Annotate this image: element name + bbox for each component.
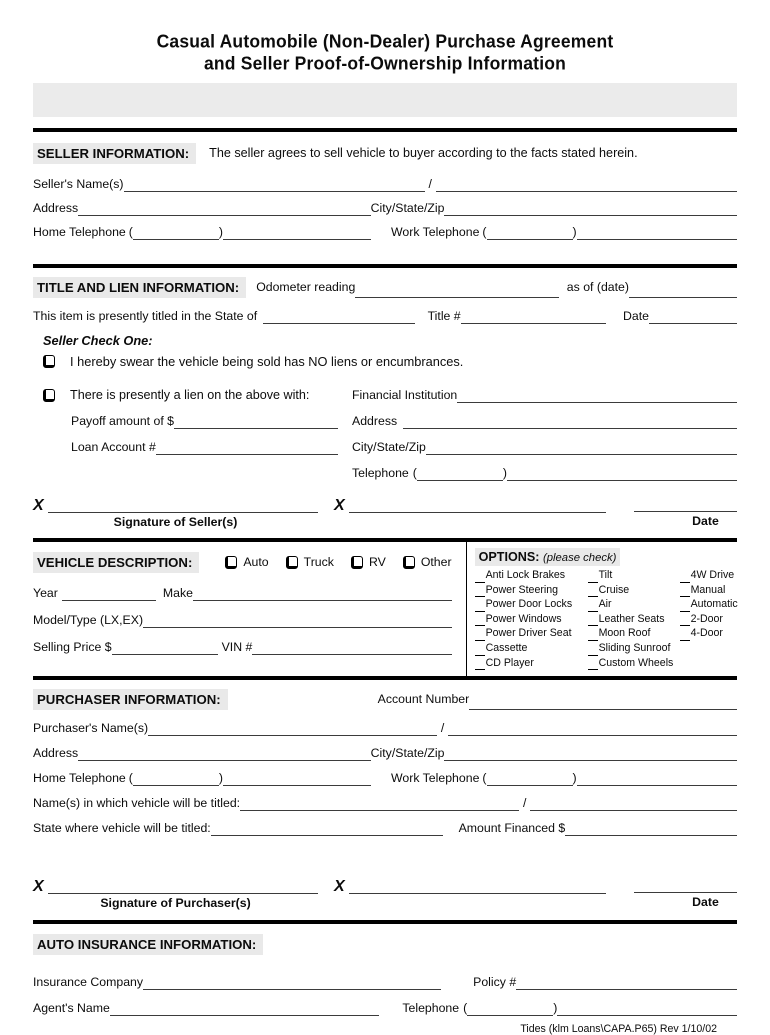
titled-state-where-line[interactable]	[211, 822, 443, 836]
option-blank[interactable]	[588, 571, 598, 583]
account-number-label: Account Number	[377, 692, 470, 707]
purchaser-city-label: City/State/Zip	[370, 746, 445, 761]
lien-city-line[interactable]	[426, 441, 737, 455]
insurance-telephone-label: Telephone	[402, 1001, 460, 1016]
vehicle-make-line[interactable]	[193, 587, 452, 601]
options-note: (please check)	[542, 552, 617, 564]
loan-account-label: Loan Account #	[71, 440, 156, 454]
option-blank[interactable]	[680, 629, 690, 641]
document-title	[33, 0, 737, 74]
purchaser-section-heading: PURCHASER INFORMATION:	[33, 689, 228, 710]
title-number-label: Title #	[427, 309, 461, 323]
purchaser-name-line-2[interactable]	[448, 722, 737, 736]
seller-work-phone-area-line[interactable]	[487, 226, 573, 240]
option-blank[interactable]	[475, 571, 485, 583]
slash-separator: /	[440, 721, 445, 736]
option-blank[interactable]	[588, 585, 598, 597]
paren-open: (	[128, 771, 133, 786]
seller-signature-label: Signature of Seller(s)	[113, 515, 238, 529]
option-custom-wheels[interactable]: Custom Wheels	[588, 656, 680, 671]
policy-number-line[interactable]	[516, 976, 737, 990]
seller-work-phone-label: Work Telephone	[391, 225, 480, 239]
titled-names-line-2[interactable]	[530, 797, 737, 811]
agent-name-line[interactable]	[110, 1002, 380, 1016]
seller-signature2-line[interactable]	[349, 499, 606, 513]
titled-names-label: Name(s) in which vehicle will be titled:	[33, 796, 241, 811]
financial-institution-label: Financial Institution	[352, 388, 458, 402]
lien-address-label: Address	[352, 414, 398, 428]
paren-close: )	[218, 225, 223, 239]
vehicle-price-line[interactable]	[112, 641, 218, 655]
blank-header-box[interactable]	[33, 83, 737, 117]
paren-open: (	[128, 225, 133, 239]
account-number-line[interactable]	[469, 696, 737, 710]
titled-state-line[interactable]	[263, 310, 414, 324]
title-lien-section-heading: TITLE AND LIEN INFORMATION:	[33, 277, 246, 298]
purchaser-home-phone-label: Home Telephone	[33, 771, 126, 786]
paren-close: )	[218, 771, 223, 786]
paren-open: (	[412, 466, 417, 480]
vehicle-model-label: Model/Type (LX,EX)	[33, 613, 144, 627]
lien-telephone-line[interactable]	[507, 467, 737, 481]
form-revision-footer: Tides (klm Loans\CAPA.P65) Rev 1/10/02	[520, 1023, 717, 1035]
title-date-label: Date	[623, 309, 649, 323]
section-divider	[33, 264, 737, 268]
purchaser-signature2-x-mark: X	[334, 878, 345, 896]
vehicle-vin-label: VIN #	[221, 640, 253, 654]
purchaser-signature2-line[interactable]	[349, 880, 606, 894]
insurance-section-heading: AUTO INSURANCE INFORMATION:	[33, 934, 263, 955]
purchaser-date-line[interactable]	[634, 879, 737, 893]
option-blank[interactable]	[588, 658, 598, 670]
purchaser-work-phone-label: Work Telephone	[391, 771, 480, 786]
option-power-windows[interactable]: Power Windows	[475, 612, 588, 627]
option-blank[interactable]	[475, 644, 485, 656]
option-power-door-locks[interactable]: Power Door Locks	[475, 597, 588, 612]
seller-intro-text: The seller agrees to sell vehicle to buyer according to the facts stated herein.	[209, 146, 638, 160]
seller-work-phone-line[interactable]	[577, 226, 737, 240]
options-heading: OPTIONS:	[478, 550, 540, 564]
purchaser-signature-label: Signature of Purchaser(s)	[100, 896, 251, 911]
seller-address-line[interactable]	[78, 202, 371, 216]
paren-open: (	[463, 1001, 468, 1016]
insurance-telephone-area-line[interactable]	[467, 1002, 553, 1016]
seller-home-phone-label: Home Telephone	[33, 225, 126, 239]
purchaser-signature-x-mark: X	[33, 878, 44, 896]
payoff-line[interactable]	[174, 415, 338, 429]
title-number-line[interactable]	[461, 310, 606, 324]
option-anti-lock-brakes[interactable]: Anti Lock Brakes	[475, 568, 588, 583]
lien-address-line[interactable]	[403, 415, 737, 429]
vehicle-section-heading: VEHICLE DESCRIPTION:	[33, 552, 199, 573]
section-divider	[33, 128, 737, 132]
option-tilt[interactable]: Tilt	[588, 568, 680, 583]
option-air[interactable]: Air	[588, 597, 680, 612]
option-leather-seats[interactable]: Leather Seats	[588, 612, 680, 627]
purchaser-city-line[interactable]	[444, 747, 737, 761]
purchaser-address-label: Address	[33, 746, 79, 761]
titled-state-where-label: State where vehicle will be titled:	[33, 821, 211, 836]
no-lien-checkbox[interactable]	[43, 355, 55, 368]
section-divider	[33, 676, 737, 680]
option-blank[interactable]	[588, 614, 598, 626]
seller-address-label: Address	[33, 201, 79, 215]
vehicle-vin-line[interactable]	[252, 641, 451, 655]
option-automatic[interactable]: Automatic	[680, 597, 738, 612]
lien-city-label: City/State/Zip	[352, 440, 426, 454]
option-blank[interactable]	[588, 629, 598, 641]
option-power-steering[interactable]: Power Steering	[475, 583, 588, 598]
option-2-door[interactable]: 2-Door	[680, 612, 738, 627]
seller-date-label: Date	[692, 514, 719, 528]
option-manual[interactable]: Manual	[680, 583, 738, 598]
purchaser-home-phone-line[interactable]	[223, 772, 371, 786]
seller-signature-line[interactable]	[48, 499, 318, 513]
vehicle-type-other-checkbox[interactable]	[403, 556, 415, 569]
paren-close: )	[553, 1001, 558, 1016]
seller-name-line-2[interactable]	[436, 178, 737, 192]
amount-financed-label: Amount Financed $	[458, 821, 566, 836]
slash-separator: /	[428, 177, 432, 191]
option-blank[interactable]	[475, 585, 485, 597]
option-cd-player[interactable]: CD Player	[475, 656, 588, 671]
vehicle-type-auto-label: Auto	[243, 555, 269, 569]
policy-number-label: Policy #	[473, 975, 517, 990]
purchaser-date-label: Date	[692, 895, 719, 910]
title-line-2: and Seller Proof-of-Ownership Information	[203, 52, 567, 74]
option-blank[interactable]	[475, 629, 485, 641]
vehicle-type-truck-checkbox[interactable]	[286, 556, 298, 569]
as-of-date-label: as of (date)	[566, 280, 629, 294]
option-blank[interactable]	[680, 585, 690, 597]
seller-name-line-1[interactable]	[124, 178, 425, 192]
purchaser-signature-line[interactable]	[48, 880, 318, 894]
vehicle-make-label: Make	[162, 586, 193, 600]
financial-institution-line[interactable]	[457, 389, 737, 403]
purchaser-name-line-1[interactable]	[148, 722, 437, 736]
seller-home-phone-line[interactable]	[223, 226, 371, 240]
odometer-label: Odometer reading	[256, 280, 356, 294]
option-blank[interactable]	[588, 600, 598, 612]
section-divider	[33, 920, 737, 924]
vehicle-price-label: Selling Price $	[33, 640, 112, 654]
paren-open: (	[482, 225, 487, 239]
slash-separator: /	[522, 796, 527, 811]
payoff-label: Payoff amount of $	[71, 414, 174, 428]
lien-telephone-label: Telephone	[352, 466, 409, 480]
insurance-telephone-line[interactable]	[557, 1002, 737, 1016]
paren-close: )	[502, 466, 507, 480]
option-blank[interactable]	[680, 571, 690, 583]
seller-check-one-label: Seller Check One:	[43, 333, 153, 348]
agent-name-label: Agent's Name	[33, 1001, 110, 1016]
seller-name-label: Seller's Name(s)	[33, 177, 124, 191]
option-blank[interactable]	[588, 644, 598, 656]
option-4-door[interactable]: 4-Door	[680, 626, 738, 641]
option-blank[interactable]	[680, 614, 690, 626]
option-moon-roof[interactable]: Moon Roof	[588, 626, 680, 641]
option-blank[interactable]	[475, 600, 485, 612]
vehicle-type-auto-checkbox[interactable]	[225, 556, 237, 569]
seller-signature2-x-mark: X	[334, 497, 345, 514]
purchaser-name-label: Purchaser's Name(s)	[33, 721, 149, 736]
insurance-company-line[interactable]	[143, 976, 441, 990]
lien-checkbox[interactable]	[43, 389, 55, 402]
paren-close: )	[572, 771, 577, 786]
vehicle-year-label: Year	[33, 586, 58, 600]
title-date-line[interactable]	[649, 310, 737, 324]
vehicle-model-line[interactable]	[143, 614, 452, 628]
seller-signature-x-mark: X	[33, 497, 44, 514]
option-sliding-sunroof[interactable]: Sliding Sunroof	[588, 641, 680, 656]
lien-telephone-area-line[interactable]	[417, 467, 503, 481]
option-4w-drive[interactable]: 4W Drive	[680, 568, 738, 583]
title-line-1: Casual Automobile (Non-Dealer) Purchase Agreement	[156, 30, 614, 52]
vehicle-year-line[interactable]	[62, 587, 156, 601]
lien-text: There is presently a lien on the above with:	[70, 388, 310, 402]
titled-state-label: This item is presently titled in the State of	[33, 309, 258, 323]
option-blank[interactable]	[475, 658, 485, 670]
vehicle-type-rv-checkbox[interactable]	[351, 556, 363, 569]
vehicle-type-truck-label: Truck	[303, 555, 334, 569]
option-blank[interactable]	[680, 600, 690, 612]
paren-open: (	[482, 771, 487, 786]
options-panel	[466, 542, 738, 676]
amount-financed-line[interactable]	[565, 822, 737, 836]
vehicle-type-other-label: Other	[420, 555, 452, 569]
vehicle-type-rv-label: RV	[368, 555, 386, 569]
seller-date-line[interactable]	[634, 498, 737, 512]
as-of-date-line[interactable]	[629, 284, 737, 298]
odometer-line[interactable]	[355, 284, 558, 298]
purchaser-address-line[interactable]	[78, 747, 371, 761]
option-blank[interactable]	[475, 614, 485, 626]
seller-city-label: City/State/Zip	[370, 201, 445, 215]
loan-account-line[interactable]	[156, 441, 338, 455]
purchaser-home-phone-area-line[interactable]	[133, 772, 219, 786]
seller-city-line[interactable]	[444, 202, 737, 216]
option-cruise[interactable]: Cruise	[588, 583, 680, 598]
no-lien-text: I hereby swear the vehicle being sold has NO liens or encumbrances.	[70, 354, 464, 369]
purchaser-work-phone-area-line[interactable]	[487, 772, 573, 786]
paren-close: )	[572, 225, 577, 239]
seller-section-heading: SELLER INFORMATION:	[33, 143, 196, 164]
option-cassette[interactable]: Cassette	[475, 641, 588, 656]
titled-names-line-1[interactable]	[240, 797, 519, 811]
option-power-driver-seat[interactable]: Power Driver Seat	[475, 626, 588, 641]
seller-home-phone-area-line[interactable]	[133, 226, 219, 240]
insurance-company-label: Insurance Company	[33, 975, 144, 990]
purchaser-work-phone-line[interactable]	[577, 772, 737, 786]
